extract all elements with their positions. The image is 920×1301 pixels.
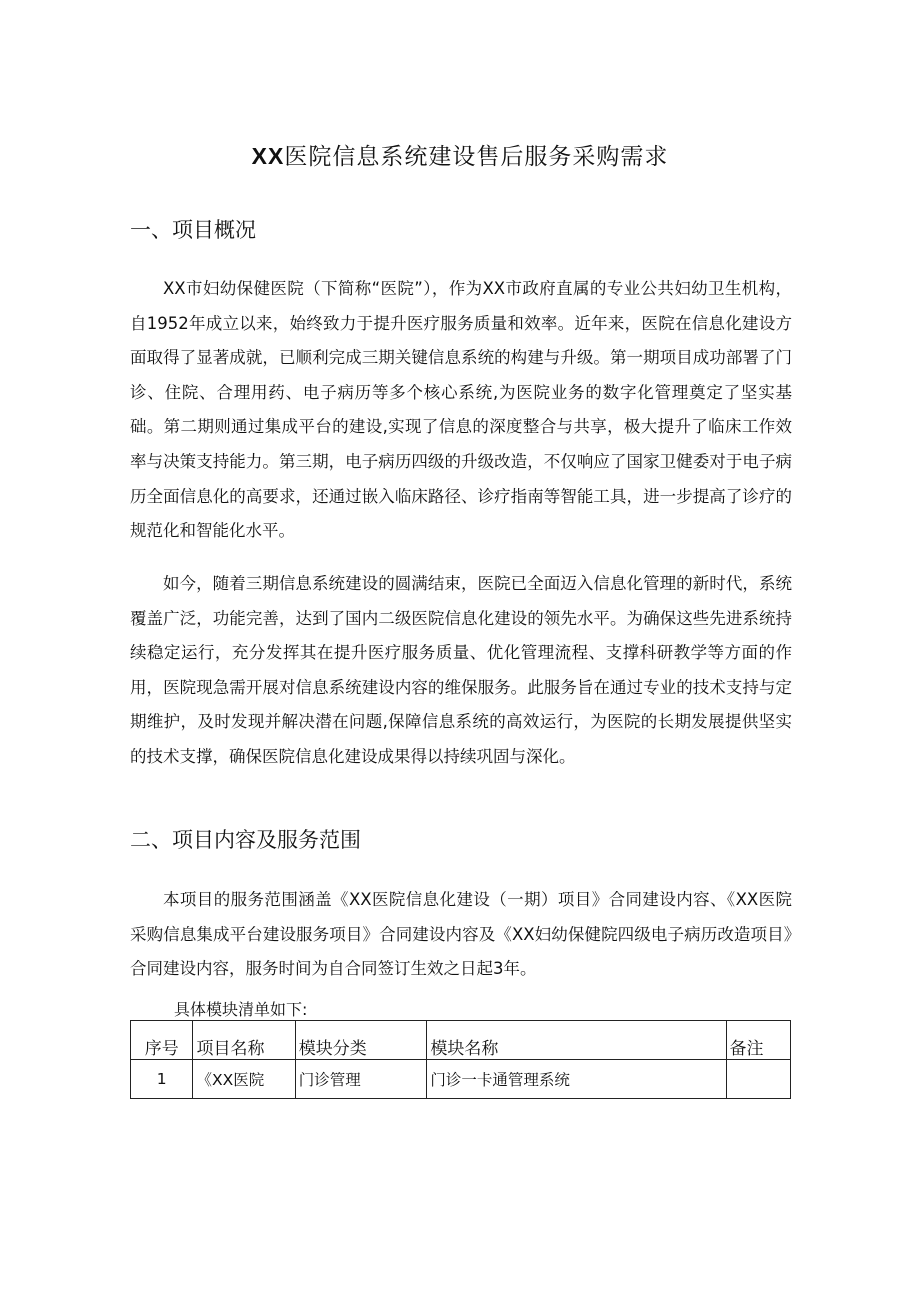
- document-title-text: 医院信息系统建设售后服务采购需求: [284, 144, 669, 170]
- document-title: [0, 138, 920, 171]
- cell-remarks: [726, 1060, 790, 1099]
- cell-module-name: 门诊一卡通管理系统: [427, 1060, 726, 1099]
- cell-project-name: 《XX医院: [193, 1060, 295, 1099]
- header-module-name: 模块名称: [427, 1021, 726, 1060]
- header-module-category: 模块分类: [295, 1021, 427, 1060]
- section1-paragraph-1: XX市妇幼保健医院（下简称“医院”），作为XX市政府直属的专业公共妇幼卫生机构，自1952年成立以来，始终致力于提升医疗服务质量和效率。近年来，医院在信息化建设方面取得了显著成就，已顺利完成三期关键信息系统的构建与升级。第一期项目成功部署了门诊、住院、合理用药、电子病历等多个核心系统,为医院业务的数字化管理奠定了坚实基础。第二期则通过集成平台的建设,实现了信息的深度整合与共享，极大提升了临床工作效率与决策支持能力。第三期，电子病历四级的升级改造，不仅响应了国家卫健委对于电子病历全面信息化的高要求，还通过嵌入临床路径、诊疗指南等智能工具，进一步提高了诊疗的规范化和智能化水平。: [130, 279, 792, 541]
- header-no: 序号: [131, 1021, 193, 1060]
- document-title-prefix: XX: [251, 143, 285, 169]
- section1-paragraph-2: 如今，随着三期信息系统建设的圆满结束，医院已全面迈入信息化管理的新时代，系统覆盖广泛，功能完善，达到了国内二级医院信息化建设的领先水平。为确保这些先进系统持续稳定运行，充分发挥其在提升医疗服务质量、优化管理流程、支撑科研教学等方面的作用，医院现急需开展对信息系统建设内容的维保服务。此服务旨在通过专业的技术支持与定期维护，及时发现并解决潜在问题,保障信息系统的高效运行，为医院的长期发展提供坚实的技术支撑，确保医院信息化建设成果得以持续巩固与深化。: [130, 574, 792, 766]
- section1-heading: 一、项目概况: [130, 218, 256, 242]
- module-list-note: 具体模块清单如下:: [174, 1000, 308, 1019]
- header-remarks: 备注: [726, 1021, 790, 1060]
- section2-heading: 二、项目内容及服务范围: [130, 828, 361, 852]
- cell-module-category: 门诊管理: [295, 1060, 427, 1099]
- section2-paragraph-1: 本项目的服务范围涵盖《XX医院信息化建设（一期）项目》合同建设内容、《XX医院采购信息集成平台建设服务项目》合同建设内容及《XX妇幼保健院四级电子病历改造项目》合同建设内容，服务时间为自合同签订生效之日起3年。: [130, 890, 792, 979]
- module-table: [130, 1020, 791, 1099]
- header-project-name: 项目名称: [193, 1021, 295, 1060]
- cell-no: 1: [131, 1060, 193, 1099]
- table-header-row: [131, 1021, 791, 1060]
- table-row: [131, 1060, 791, 1099]
